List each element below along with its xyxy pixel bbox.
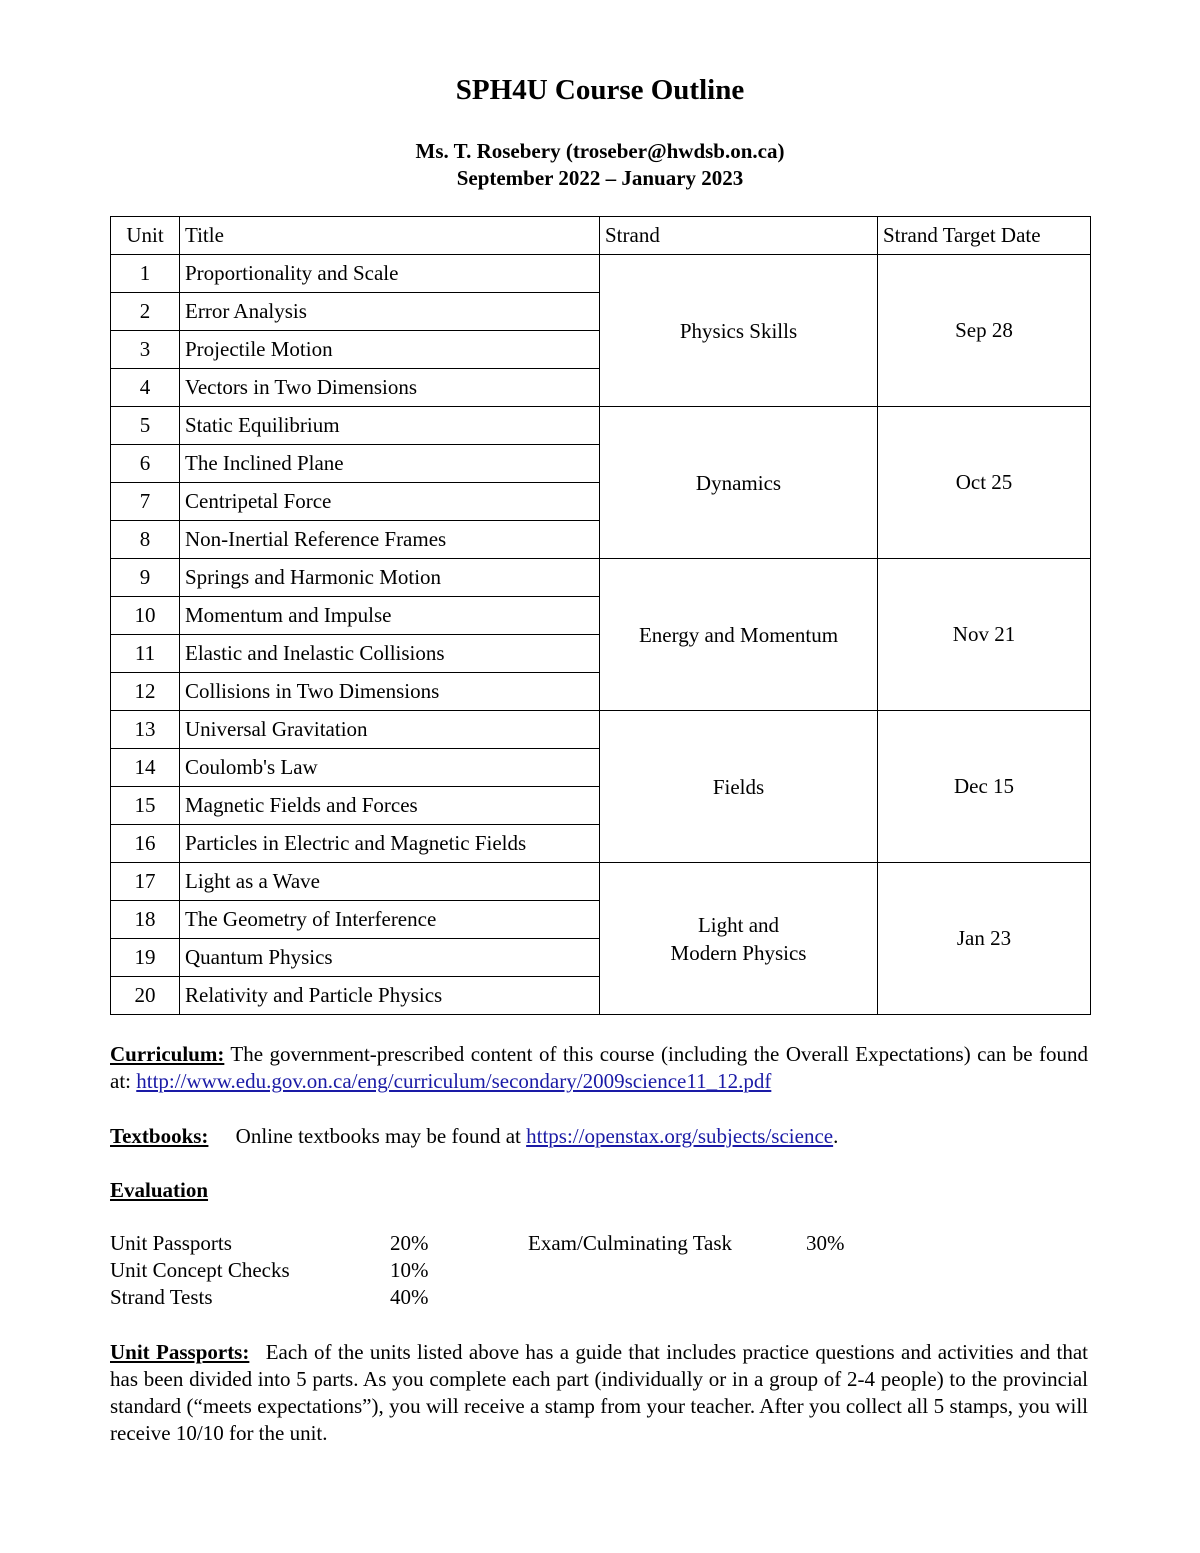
textbooks-paragraph	[110, 1123, 1088, 1150]
unit-number: 13	[111, 711, 180, 749]
unit-passports-label: Unit Passports:	[110, 1340, 250, 1364]
strand-name-line-1: Light and	[697, 912, 780, 937]
page-title: SPH4U Course Outline	[455, 74, 745, 106]
strand-target-date: Oct 25	[878, 407, 1091, 559]
unit-title: Elastic and Inelastic Collisions	[180, 635, 600, 673]
unit-title: Error Analysis	[180, 293, 600, 331]
strand-target-date: Jan 23	[878, 863, 1091, 1015]
strand-target-date: Nov 21	[878, 559, 1091, 711]
unit-number: 18	[111, 901, 180, 939]
textbooks-link[interactable]: https://openstax.org/subjects/science	[526, 1124, 834, 1148]
curriculum-label: Curriculum:	[110, 1042, 225, 1066]
unit-number: 12	[111, 673, 180, 711]
unit-number: 17	[111, 863, 180, 901]
header-title: Title	[180, 217, 600, 255]
unit-title: Static Equilibrium	[180, 407, 600, 445]
unit-title: Coulomb's Law	[180, 749, 600, 787]
strand-target-date: Dec 15	[878, 711, 1091, 863]
unit-number: 5	[111, 407, 180, 445]
term-line: September 2022 – January 2023	[456, 166, 744, 190]
curriculum-paragraph	[110, 1041, 1088, 1095]
evaluation-item-percent: 40%	[390, 1285, 429, 1309]
unit-number: 11	[111, 635, 180, 673]
unit-number: 10	[111, 597, 180, 635]
course-outline-table	[110, 216, 1091, 1015]
strand-name	[600, 863, 878, 1015]
evaluation-item-name: Unit Concept Checks	[110, 1258, 290, 1282]
unit-title: Particles in Electric and Magnetic Fields	[180, 825, 600, 863]
table-row	[111, 255, 1091, 293]
unit-number: 20	[111, 977, 180, 1015]
unit-title: Proportionality and Scale	[180, 255, 600, 293]
unit-passports-paragraph	[110, 1339, 1088, 1447]
header-target-date: Strand Target Date	[878, 217, 1091, 255]
evaluation-item-percent: 20%	[390, 1231, 429, 1255]
unit-title: Universal Gravitation	[180, 711, 600, 749]
table-row	[111, 559, 1091, 597]
unit-number: 14	[111, 749, 180, 787]
unit-title: Relativity and Particle Physics	[180, 977, 600, 1015]
unit-number: 7	[111, 483, 180, 521]
evaluation-item-name: Exam/Culminating Task	[528, 1231, 733, 1255]
strand-target-date: Sep 28	[878, 255, 1091, 407]
unit-title: The Geometry of Interference	[180, 901, 600, 939]
curriculum-link[interactable]: http://www.edu.gov.on.ca/eng/curriculum/secondary/2009science11_12.pdf	[136, 1069, 772, 1093]
table-row	[111, 711, 1091, 749]
unit-number: 16	[111, 825, 180, 863]
unit-title: Quantum Physics	[180, 939, 600, 977]
unit-title: Vectors in Two Dimensions	[180, 369, 600, 407]
table-header-row	[111, 217, 1091, 255]
table-row	[111, 863, 1091, 901]
unit-number: 3	[111, 331, 180, 369]
unit-title: Momentum and Impulse	[180, 597, 600, 635]
teacher-line: Ms. T. Rosebery (troseber@hwdsb.on.ca)	[415, 139, 785, 163]
unit-number: 2	[111, 293, 180, 331]
unit-title: Magnetic Fields and Forces	[180, 787, 600, 825]
unit-number: 15	[111, 787, 180, 825]
unit-number: 9	[111, 559, 180, 597]
header-unit: Unit	[111, 217, 180, 255]
textbooks-label: Textbooks:	[110, 1124, 209, 1148]
unit-number: 8	[111, 521, 180, 559]
unit-number: 19	[111, 939, 180, 977]
unit-number: 1	[111, 255, 180, 293]
unit-number: 4	[111, 369, 180, 407]
unit-title: The Inclined Plane	[180, 445, 600, 483]
evaluation-item-percent: 10%	[390, 1258, 429, 1282]
unit-title: Projectile Motion	[180, 331, 600, 369]
unit-number: 6	[111, 445, 180, 483]
unit-title: Light as a Wave	[180, 863, 600, 901]
evaluation-item-percent: 30%	[806, 1231, 845, 1255]
unit-title: Non-Inertial Reference Frames	[180, 521, 600, 559]
textbooks-text: Online textbooks may be found at	[235, 1124, 521, 1148]
unit-title: Centripetal Force	[180, 483, 600, 521]
unit-title: Springs and Harmonic Motion	[180, 559, 600, 597]
evaluation-section	[110, 1177, 1088, 1204]
unit-passports-text: Each of the units listed above has a guide that includes practice questions and activities and that has been divided into 5 parts. As you complete each part (individually or in a group of 2-4 people) to the provincial standard (“meets expectations”), you will receive a stamp from your teacher. After you collect all 5 stamps, you will receive 10/10 for the unit.	[110, 1340, 1089, 1445]
table-row	[111, 407, 1091, 445]
evaluation-item-name: Strand Tests	[110, 1285, 213, 1309]
strand-name: Physics Skills	[600, 255, 878, 407]
curriculum-text: The government-prescribed content of this course (including the Overall Expectations) can be found at:	[110, 1042, 1088, 1093]
strand-name: Dynamics	[600, 407, 878, 559]
evaluation-item-name: Unit Passports	[110, 1231, 232, 1255]
strand-name: Energy and Momentum	[600, 559, 878, 711]
strand-name-line-2: Modern Physics	[670, 940, 807, 965]
unit-title: Collisions in Two Dimensions	[180, 673, 600, 711]
evaluation-heading: Evaluation	[110, 1178, 209, 1202]
strand-name: Fields	[600, 711, 878, 863]
textbooks-suffix: .	[833, 1124, 839, 1148]
header-strand: Strand	[600, 217, 878, 255]
